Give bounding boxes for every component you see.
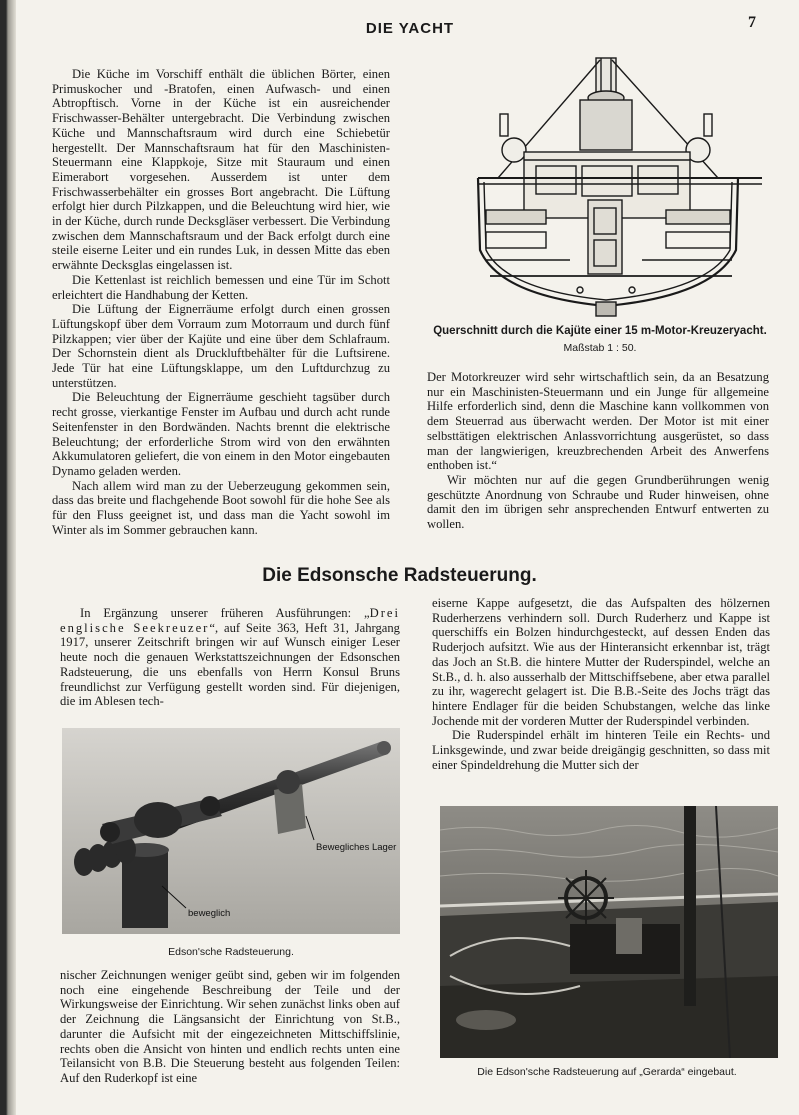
paragraph: Nach allem wird man zu der Ueberzeugung gekommen sein, dass das breite und flachgehende Boot sowohl für die hohe See als für den Fluss geeignet ist, und dass man die Yacht sowohl im Winter als im Sommer gebrauchen kann. (52, 478, 390, 537)
gerarda-caption: Die Edson'sche Radsteuerung auf „Gerarda“ eingebaut. (477, 1066, 737, 1078)
article-right-column (432, 596, 770, 772)
paragraph: Die Küche im Vorschiff enthält die üblichen Börter, einen Primuskocher und -Bratofen, einen Aufwasch- und einen Abtropftisch. Vorne in der Küche ist ein ausreichender Frischwasser-Behälter untergebracht. Die Verbindung zwischen Küche und Mannschaftsraum wird durch eine Schiebetür hergestellt. Der Mannschaftsraum hat für den Maschinisten-Steuermann eine Klappkoje, Sitze mit Stauraum und einen Eimerabort vorgesehen. Ausserdem ist unter dem Frischwasserbehälter ein grosses Bort angebracht. Die Lüftung erfolgt hier durch Pilzkappen, und die Beleuchtung wird hier, wie in der Küche, durch runde Decksgläser verbessert. Die Verbindung zwischen dem Mannschaftsraum und der Back erfolgt durch eine steile eiserne Leiter und ein rundes Luk, in dessen Mitte das eben erwähnte Decksglas eingelassen ist. (52, 67, 390, 273)
intro-text-after: “, auf Seite 363, Heft 31, Jahrgang 1917, unserer Zeitschrift bringen wir auf Wunsch einiger Leser heute noch die genauen Werkstattszeichnungen der Edsonschen Radsteuerung, die uns ebenfalls von Herrn Konsul Bruns freundlichst zur Verfügung gestellt worden sind. Für diejenigen, die im Ablesen tech- (60, 620, 400, 709)
paragraph: Die Ruderspindel erhält im hinteren Teile ein Rechts- und Linksgewinde, und zwar beide dreigängig geschnitten, so dass mit einer Spindeldrehung die Mutter sich der (432, 728, 770, 772)
intro-text-before: In Ergänzung unserer früheren Ausführungen: „ (80, 606, 370, 620)
label-movable-bearing: Bewegliches Lager (316, 842, 397, 853)
paragraph: Die Lüftung der Eignerräume erfolgt durch einen grossen Lüftungskopf über dem Vorraum zum Motorraum und durch fünf Pilzkappen; vier über der Kajüte und eine über dem Schlafraum. Der Schornstein dient als Druckluftbehälter für die Luftsirene. Jede Tür hat eine Lüftungsklappe, um den Luftdurchzug zu unterstützen. (52, 302, 390, 390)
referenced-article-title: Drei englische Seekreuzer (60, 606, 400, 635)
paragraph: Die Kettenlast ist reichlich bemessen und eine Tür im Schott erleichtert die Handhabung der Ketten. (52, 272, 390, 302)
steering-gear-photo (62, 728, 400, 934)
page-header (0, 14, 799, 44)
journal-title: DIE YACHT (365, 20, 455, 37)
article-title: Die Edsonsche Radsteuerung. (262, 565, 537, 586)
paragraph: Wir möchten nur auf die gegen Grundberührungen wenig geschützte Anordnung von Schraube und Ruder hinweisen, ohne damit den im übrigen sehr ansprechenden Entwurf entwerten zu wollen. (427, 472, 769, 532)
paragraph: nischer Zeichnungen weniger geübt sind, geben wir im folgenden noch eine eingehende Beschreibung der Teile und der Wirkungsweise der Einrichtung. Wir sehen zunächst links oben auf der Zeichnung die Längsansicht der Einrichtung von St.B., darunter die Aufsicht mit der eingezeichneten Mittschiffslinie, rechts oben die Ansicht von hinten und endlich rechts unten eine Teilansicht von B.B. Die Steuerung besteht aus folgenden Teilen: Auf den Ruderkopf ist eine (60, 968, 400, 1085)
paragraph: Die Beleuchtung der Eignerräume geschieht tagsüber durch recht grosse, vierkantige Fenster im Aufbau und durch acht runde Seitenfenster in den Bordwänden. Nachts brennt die elektrische Beleuchtung; der erforderliche Strom wird von den erwähnten Akkumulatoren geliefert, die von einem in den Motor eingebauten Dynamo geladen werden. (52, 390, 390, 478)
top-left-column (52, 67, 390, 538)
cabin-cross-section-drawing (470, 50, 770, 322)
paragraph: Der Motorkreuzer wird sehr wirtschaftlich sein, da an Besatzung nur ein Maschinisten-Steuermann und ein Junge für allgemeine Hilfe erforderlich sind, denn die Maschine kann vollkommen von dem Steuerrad aus überwacht werden. Der Motor ist mit einer selbsttätigen elektrischen Anlassvorrichtung ausgerüstet, so dass man der langwierigen, kreuzbrechenden Arbeit des Anwerfens enthoben ist.“ (427, 370, 769, 473)
cross-section-scale: Maßstab 1 : 50. (563, 342, 637, 354)
paragraph: eiserne Kappe aufgesetzt, die das Aufspalten des hölzernen Ruderherzens verhindern soll. Durch Ruderherz und Kappe ist querschiffs ein Bolzen hindurchgesteckt, auf dessen Enden das Ruderjoch aufsitzt. Wie aus der Hinteransicht erkennbar ist, trägt das Joch an St.B. die hintere Mutter der Ruderspindel, welche an St.B., d. h. also ausserhalb der Mittschiffsebene, aber etwa parallel zu ihr, wagerecht gelagert ist. Die B.B.-Seite des Jochs trägt das hintere Endlager für die beiden Schubstangen, welche das linke Jochende mit der vorderen Mutter der Ruderspindel verbinden. (432, 596, 770, 728)
article-left-continuation (60, 968, 400, 1086)
page-number: 7 (748, 14, 756, 31)
label-movable: beweglich (188, 908, 231, 919)
steering-gear-caption: Edson'sche Radsteuerung. (168, 946, 294, 958)
paragraph (60, 606, 400, 709)
page-binding-edge (0, 0, 16, 1115)
cross-section-caption: Querschnitt durch die Kajüte einer 15 m-Motor-Kreuzeryacht. (433, 325, 767, 337)
top-right-column (427, 370, 769, 532)
article-left-intro (60, 606, 400, 709)
gerarda-steering-photo (440, 806, 778, 1058)
